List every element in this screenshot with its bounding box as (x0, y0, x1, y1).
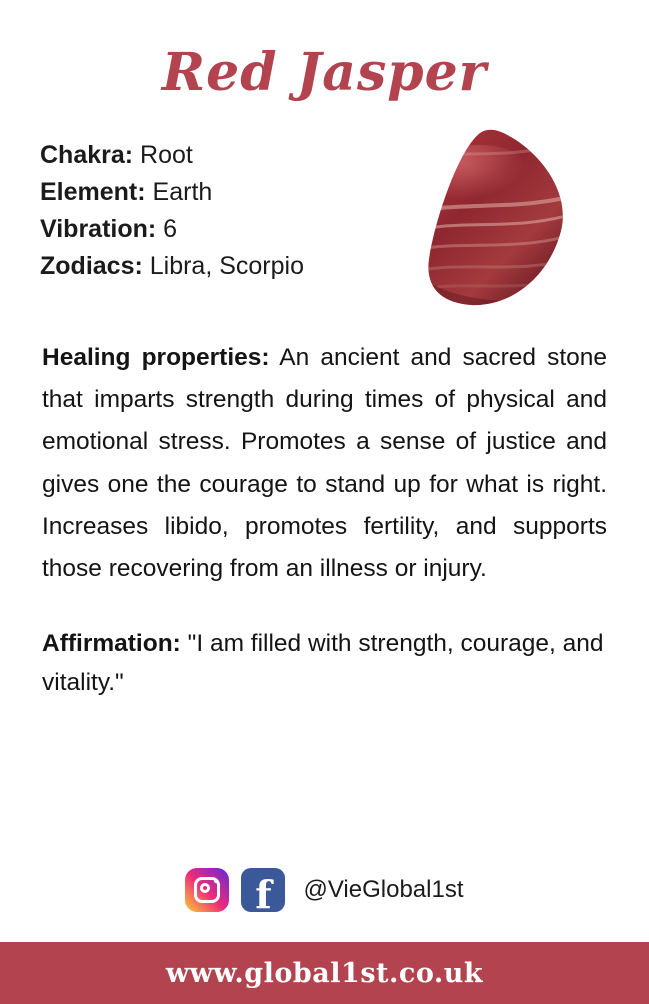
affirmation-label: Affirmation: (42, 629, 181, 657)
healing-properties-paragraph (0, 309, 649, 590)
attribute-value-zodiacs: Libra, Scorpio (149, 252, 304, 281)
attribute-value-element: Earth (152, 178, 213, 207)
page-title: Red Jasper (161, 42, 488, 103)
attributes-and-image (0, 101, 649, 309)
footer-website-url[interactable]: www.global1st.co.uk (165, 957, 484, 989)
affirmation-paragraph (0, 590, 649, 702)
attribute-row-element (40, 174, 380, 211)
footer-bar (0, 942, 649, 1004)
social-handle: @VieGlobal1st (303, 876, 464, 903)
attribute-row-chakra (40, 137, 380, 174)
attribute-value-vibration: 6 (163, 215, 178, 244)
attribute-row-vibration (40, 211, 380, 248)
social-row (0, 868, 649, 942)
attribute-value-chakra: Root (140, 141, 193, 170)
instagram-icon[interactable] (185, 868, 229, 912)
red-jasper-stone-image (419, 127, 571, 309)
attribute-key-vibration: Vibration: (40, 215, 157, 244)
stone-image-wrap (380, 123, 609, 309)
facebook-icon[interactable] (241, 868, 285, 912)
attribute-key-chakra: Chakra: (40, 141, 134, 170)
attribute-list (40, 123, 380, 285)
healing-properties-label: Healing properties: (42, 344, 270, 372)
affirmation-text: "I am filled with strength, courage, and vitality." (42, 629, 604, 697)
attribute-key-zodiacs: Zodiacs: (40, 252, 143, 281)
attribute-key-element: Element: (40, 178, 146, 207)
instagram-glyph (194, 877, 220, 903)
facebook-glyph: f (255, 872, 272, 912)
healing-properties-text: An ancient and sacred stone that imparts strength during times of physical and emotional stress. Promotes a sense of justice and gives one the courage to stand up for what is right. Increases libido, promotes fertility, and supports those recovering from an illness or injury. (42, 344, 608, 582)
attribute-row-zodiacs (40, 248, 380, 285)
